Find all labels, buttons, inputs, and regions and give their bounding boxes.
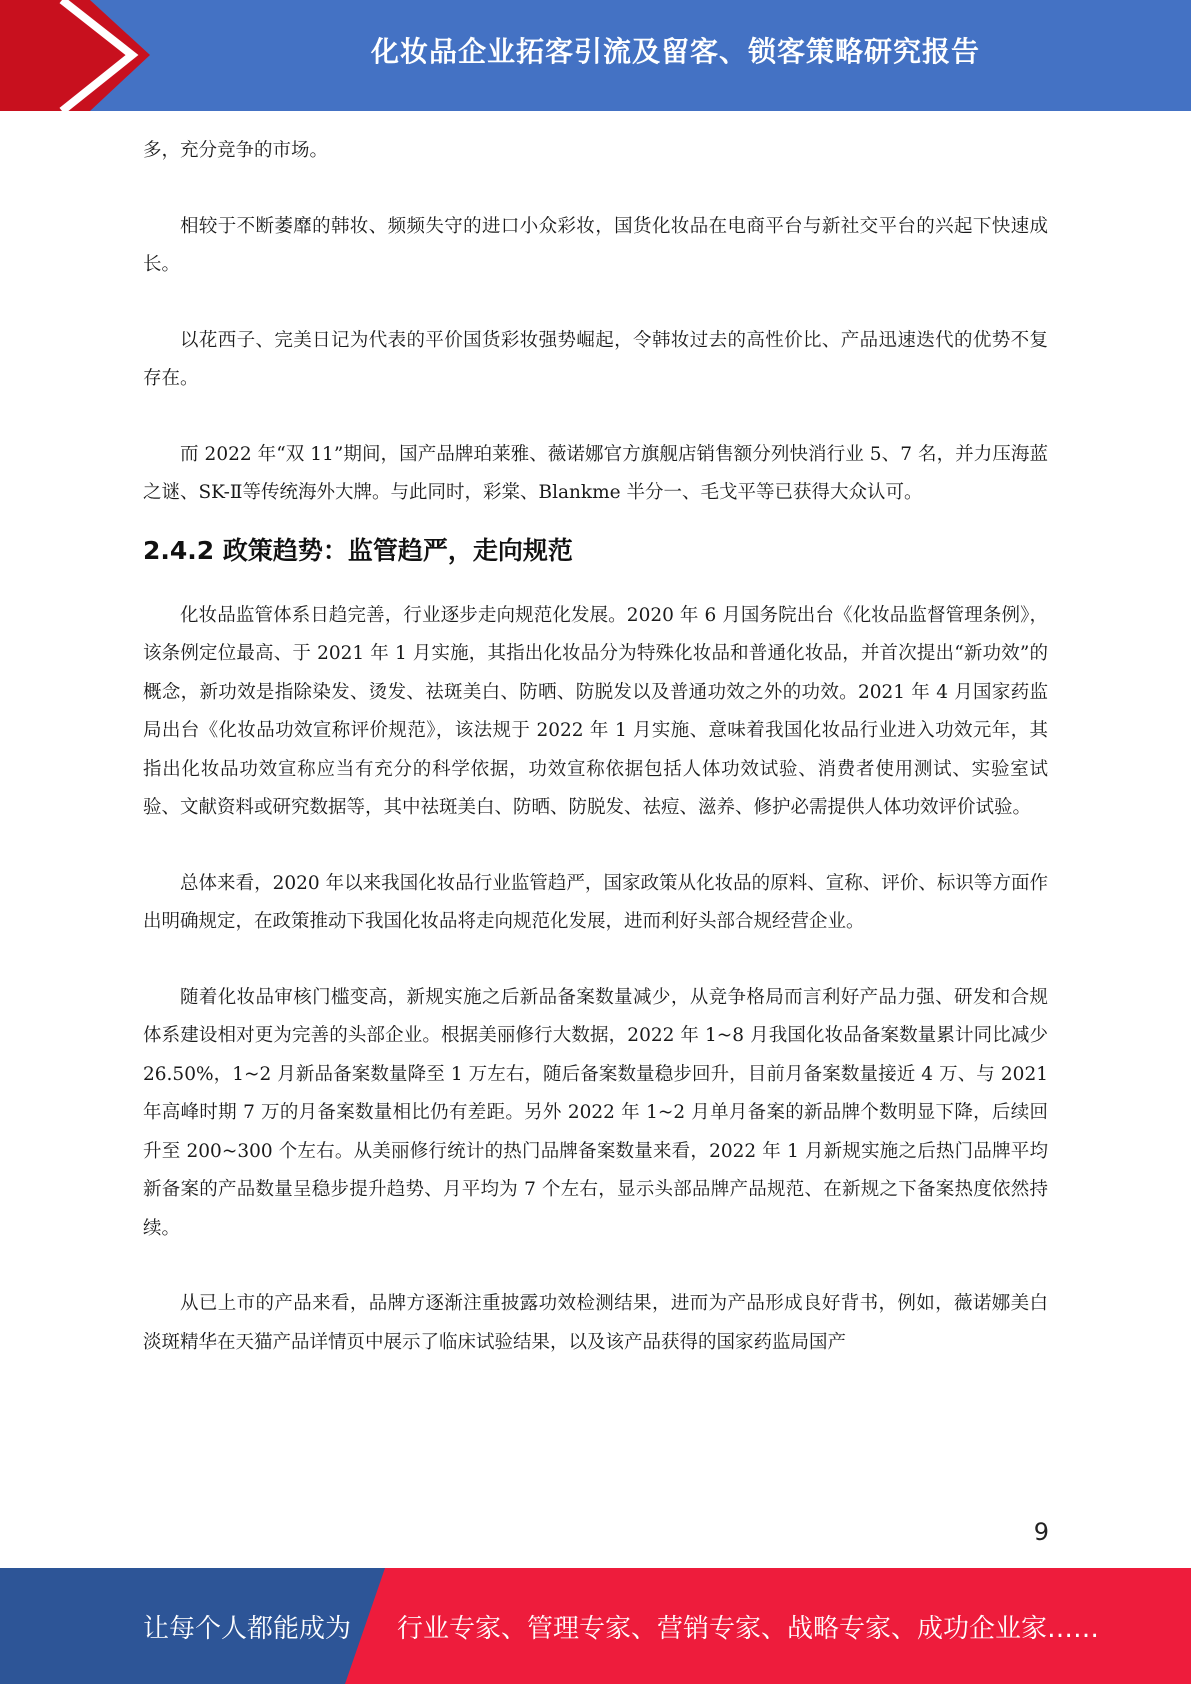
paragraph: 从已上市的产品来看，品牌方逐渐注重披露功效检测结果，进而为产品形成良好背书，例如，薇诺娜美白淡斑精华在天猫产品详情页中展示了临床试验结果，以及该产品获得的国家药监局国产 bbox=[143, 1293, 1048, 1353]
paragraph: 而 2022 年“双 11”期间，国产品牌珀莱雅、薇诺娜官方旗舰店销售额分列快消行业 5、7 名，并力压海蓝之谜、SK-Ⅱ等传统海外大牌。与此同时，彩棠、Blankme 半分一、毛戈平等已获得大众认可。 bbox=[143, 443, 1048, 503]
page-footer bbox=[0, 1568, 1191, 1684]
page-header bbox=[0, 0, 1191, 111]
footer-slogan-right: 行业专家、管理专家、营销专家、战略专家、成功企业家…… bbox=[397, 1613, 1100, 1644]
section-heading: 2.4.2 政策趋势：监管趋严，走向规范 bbox=[143, 535, 573, 565]
header-red-arrow-icon bbox=[0, 0, 150, 111]
page-content bbox=[143, 132, 1048, 1362]
paragraph: 以花西子、完美日记为代表的平价国货彩妆强势崛起，令韩妆过去的高性价比、产品迅速迭代的优势不复存在。 bbox=[143, 329, 1048, 389]
paragraph: 随着化妆品审核门槛变高，新规实施之后新品备案数量减少，从竞争格局而言利好产品力强、研发和合规体系建设相对更为完善的头部企业。根据美丽修行大数据，2022 年 1~8 月我国化妆品备案数量累计同比减少 26.50%，1~2 月新品备案数量降至 1 万左右，随后备案数量稳步回升，目前月备案数量接近 4 万、与 2021 年高峰时期 7 万的月备案数量相比仍有差距。另外 2022 年 1~2 月单月备案的新品牌个数明显下降，后续回升至 200~300 个左右。从美丽修行统计的热门品牌备案数量来看，2022 年 1 月新规实施之后热门品牌平均新备案的产品数量呈稳步提升趋势、月平均为 7 个左右，显示头部品牌产品规范、在新规之下备案热度依然持续。 bbox=[143, 986, 1048, 1239]
paragraph: 相较于不断萎靡的韩妆、频频失守的进口小众彩妆，国货化妆品在电商平台与新社交平台的兴起下快速成长。 bbox=[143, 215, 1048, 275]
header-title: 化妆品企业拓客引流及留客、锁客策略研究报告 bbox=[370, 35, 980, 68]
paragraph: 总体来看，2020 年以来我国化妆品行业监管趋严，国家政策从化妆品的原料、宣称、评价、标识等方面作出明确规定，在政策推动下我国化妆品将走向规范化发展，进而利好头部合规经营企业。 bbox=[143, 872, 1048, 932]
footer-slogan-left: 让每个人都能成为 bbox=[143, 1613, 352, 1644]
paragraph: 多，充分竞争的市场。 bbox=[143, 140, 329, 161]
page-number: 9 bbox=[1033, 1518, 1049, 1546]
paragraph: 化妆品监管体系日趋完善，行业逐步走向规范化发展。2020 年 6 月国务院出台《化妆品监督管理条例》，该条例定位最高、于 2021 年 1 月实施，其指出化妆品分为特殊化妆品和普通化妆品，并首次提出“新功效”的概念，新功效是指除染发、烫发、祛斑美白、防晒、防脱发以及普通功效之外的功效。2021 年 4 月国家药监局出台《化妆品功效宣称评价规范》，该法规于 2022 年 1 月实施、意味着我国化妆品行业进入功效元年，其指出化妆品功效宣称应当有充分的科学依据，功效宣称依据包括人体功效试验、消费者使用测试、实验室试验、文献资料或研究数据等，其中祛斑美白、防晒、防脱发、祛痘、滋养、修护必需提供人体功效评价试验。 bbox=[143, 604, 1048, 818]
